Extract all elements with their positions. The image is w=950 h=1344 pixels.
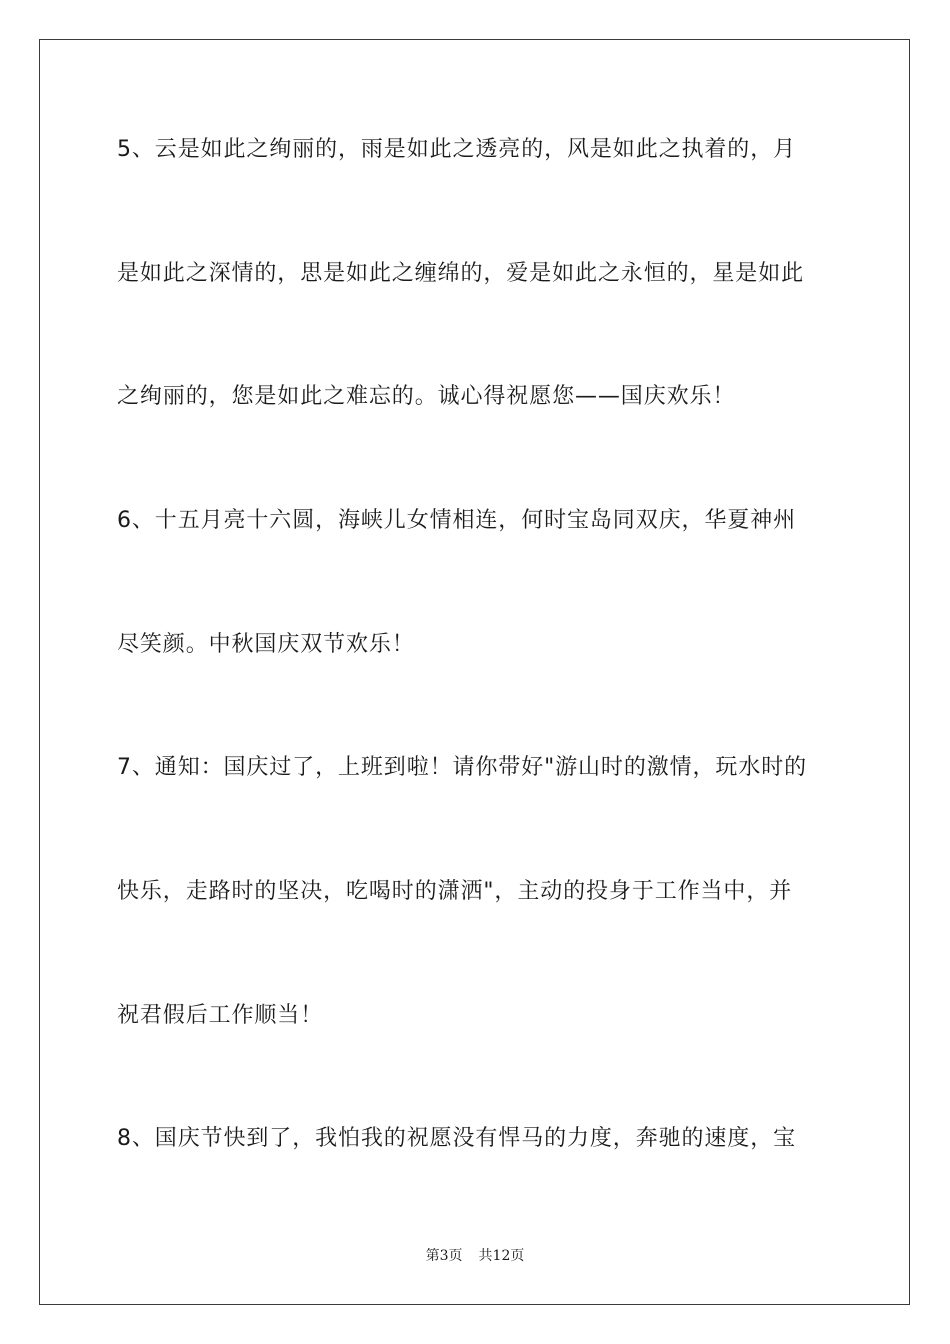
page-number: 第3页 (425, 1248, 463, 1264)
paragraph-line: 是如此之深情的，思是如此之缠绵的，爱是如此之永恒的，星是如此 (117, 261, 805, 286)
paragraph-line: 之绚丽的，您是如此之难忘的。诚心得祝愿您——国庆欢乐！ (117, 384, 736, 409)
paragraph-line: 7、通知：国庆过了，上班到啦！请你带好"游山时的激情，玩水时的 (117, 755, 808, 780)
paragraph-line: 5、云是如此之绚丽的，雨是如此之透亮的，风是如此之执着的，月 (117, 137, 796, 162)
paragraph-line: 尽笑颜。中秋国庆双节欢乐！ (117, 632, 415, 657)
paragraph-line: 祝君假后工作顺当！ (117, 1003, 324, 1028)
page-footer (0, 1246, 950, 1266)
paragraph-line: 6、十五月亮十六圆，海峡儿女情相连，何时宝岛同双庆，华夏神州 (117, 508, 796, 533)
paragraph-line: 8、国庆节快到了，我怕我的祝愿没有悍马的力度，奔驰的速度，宝 (117, 1126, 796, 1151)
paragraph-line: 快乐，走路时的坚决，吃喝时的潇洒"，主动的投身于工作当中，并 (117, 879, 793, 904)
total-pages: 共12页 (478, 1248, 525, 1264)
page-border (39, 39, 910, 1305)
